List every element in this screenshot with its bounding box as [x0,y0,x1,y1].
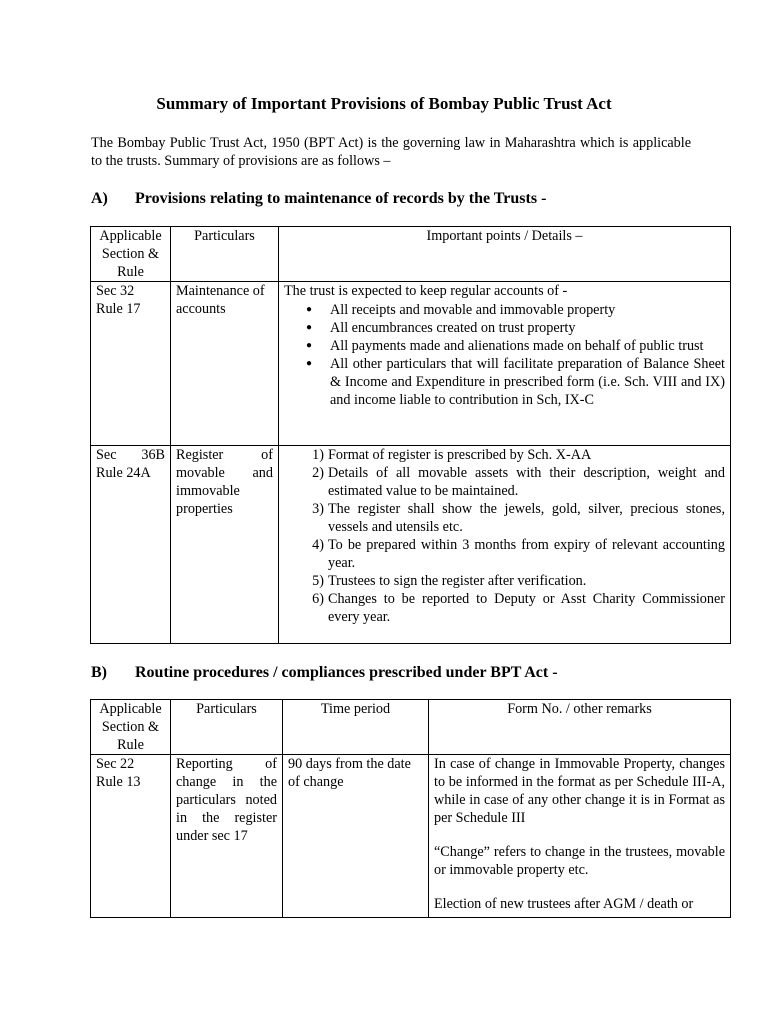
paragraph-gap [434,879,725,895]
numbered-list [302,446,725,626]
header-details: Important points / Details – [279,227,731,282]
item-text: Trustees to sign the register after verification. [328,573,587,589]
item-number: 2) [312,465,324,481]
list-item: ● All receipts and movable and immovable property [306,301,725,319]
table-row [91,755,731,918]
item-number: 6) [312,591,324,607]
remarks-paragraph: In case of change in Immovable Property, changes to be informed in the format as per Schedule III-A, while in case of any other change it is in Format as per Schedule III [434,756,725,826]
item-text: Details of all movable assets with their description, weight and estimated value to be maintained. [328,465,725,499]
row-section-cell [91,446,171,644]
item-number: 5) [312,573,324,589]
rule-number: Rule 13 [96,774,141,790]
list-item [302,536,725,572]
header-applicable-section: Applicable Section & Rule [91,700,171,755]
item-number: 3) [312,501,324,517]
row-particulars-cell: Maintenance of accounts [171,282,279,446]
particulars-line: properties [176,501,233,517]
remarks-paragraph: Election of new trustees after AGM / death or [434,896,694,912]
records-table [90,226,731,644]
item-number: 1) [312,447,324,463]
item-text: Format of register is prescribed by Sch. X-AA [328,447,592,463]
row-remarks-cell [429,755,731,918]
table-header-row [91,227,731,282]
list-item [302,590,725,626]
header-particulars: Particulars [171,700,283,755]
list-item: ● All payments made and alienations made on behalf of public trust [306,337,725,355]
particulars-word: movable [176,465,225,481]
procedures-table [90,699,731,918]
particulars-line [176,464,273,482]
section-number: Sec 22 [96,756,135,772]
item-text: To be prepared within 3 months from expiry of relevant accounting year. [328,537,725,571]
list-item [302,464,725,500]
list-item: ● All encumbrances created on trust property [306,319,725,337]
rule-number: Rule 24A [96,465,151,481]
list-item [302,500,725,536]
section-value: 36B [141,447,165,463]
row-particulars-cell [171,446,279,644]
paragraph-gap [434,827,725,843]
row-details-cell [279,282,731,446]
particulars-word: of [261,447,273,463]
particulars-word: Register [176,447,224,463]
table-row [91,282,731,446]
details-lead: The trust is expected to keep regular accounts of - [284,283,568,299]
section-a-title: Provisions relating to maintenance of records by the Trusts - [135,190,547,207]
section-a-letter: A) [91,190,108,207]
intro-paragraph: The Bombay Public Trust Act, 1950 (BPT Act) is the governing law in Maharashtra which is applicable to the trusts. Summary of provisions are as follows – [91,135,691,169]
section-b-letter: B) [91,664,107,681]
section-b-heading [91,663,558,683]
remarks-paragraph: “Change” refers to change in the trustees, movable or immovable property etc. [434,844,725,878]
row-details-cell [279,446,731,644]
rule-number: Rule 17 [96,301,141,317]
section-number: Sec 32 [96,283,135,299]
item-number: 4) [312,537,324,553]
table-row [91,446,731,644]
row-particulars-cell: Reporting of change in the particulars noted in the register under sec 17 [171,755,283,918]
header-applicable-section: Applicable Section & Rule [91,227,171,282]
section-a-heading [91,189,546,209]
particulars-line: immovable [176,483,240,499]
bullet-list [306,301,725,409]
section-b-title: Routine procedures / compliances prescribed under BPT Act - [135,664,558,681]
particulars-word: and [252,465,273,481]
document-title: Summary of Important Provisions of Bombay Public Trust Act [156,94,612,113]
row-section-cell [91,282,171,446]
list-item [302,446,725,464]
list-item: ● All other particulars that will facilitate preparation of Balance Sheet & Income and Expenditure in prescribed form (i.e. Sch. VIII and IX) and income liable to contribution in Sch, IX-C [306,355,725,409]
item-text: Changes to be reported to Deputy or Asst Charity Commissioner every year. [328,591,725,625]
particulars-line [176,446,273,464]
header-time-period: Time period [283,700,429,755]
table-header-row [91,700,731,755]
section-number [96,446,165,464]
list-item [302,572,725,590]
row-section-cell [91,755,171,918]
row-time-cell: 90 days from the date of change [283,755,429,918]
header-form-remarks: Form No. / other remarks [429,700,731,755]
header-particulars: Particulars [171,227,279,282]
item-text: The register shall show the jewels, gold, silver, precious stones, vessels and utensils etc. [328,501,725,535]
section-label: Sec [96,447,117,463]
